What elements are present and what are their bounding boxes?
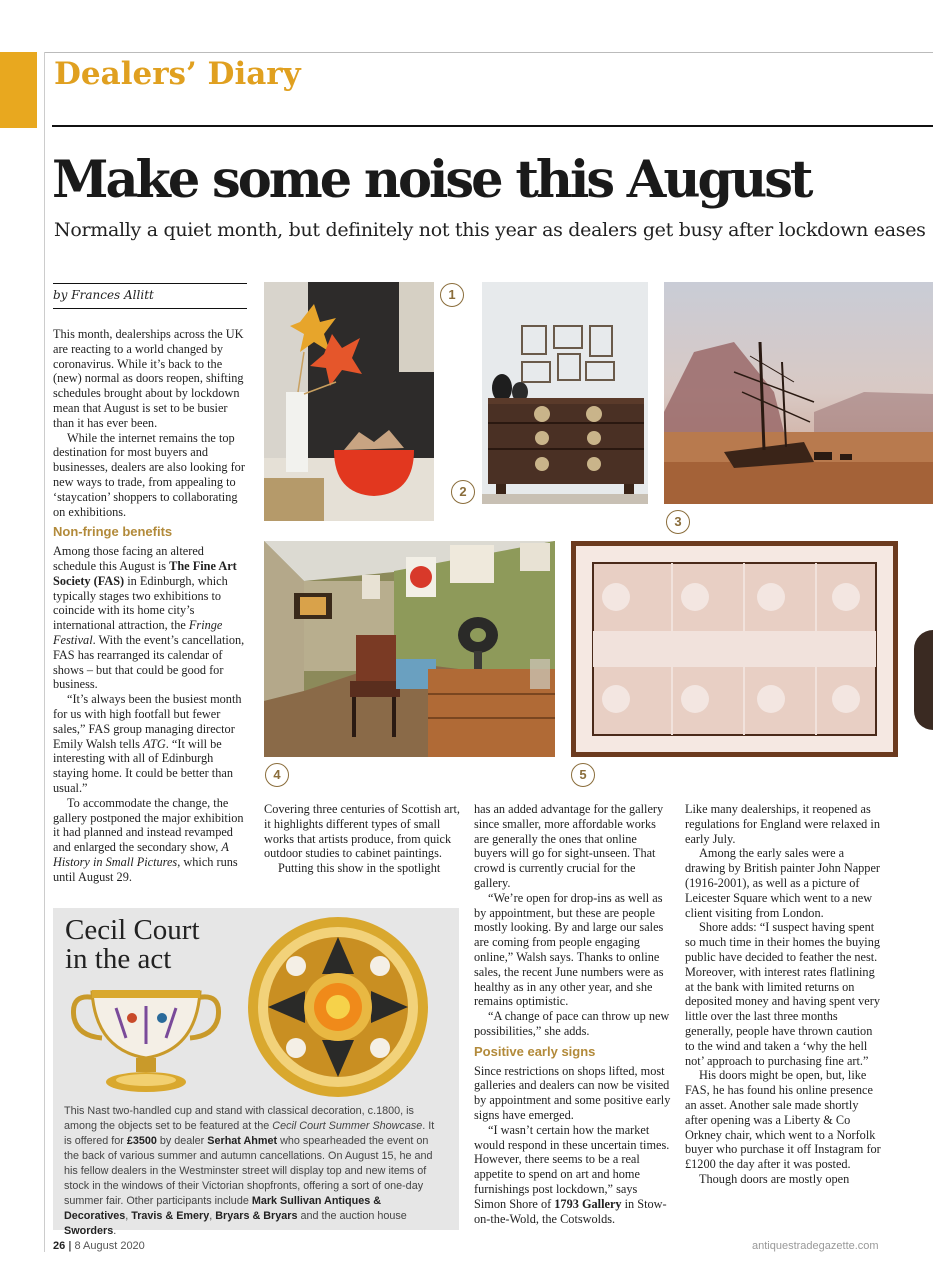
image-number-3: 3 xyxy=(666,510,690,534)
header-rule xyxy=(52,125,933,127)
image-5-framed-textile xyxy=(571,541,898,757)
paragraph: Putting this show in the spotlight xyxy=(278,861,441,876)
paragraph: While the internet remains the top destination for most buyers and businesses, dealers are also looking for new ways to trade, from appealing to ‘staycation’ shoppers to collaborating on exhibitions. xyxy=(53,430,245,519)
panel-title: Cecil Court in the act xyxy=(65,914,200,975)
byline: by Frances Allitt xyxy=(53,283,247,309)
standfirst: Normally a quiet month, but definitely not this year as dealers get busy after lockdown eases xyxy=(54,219,926,241)
image-number-4: 4 xyxy=(265,763,289,787)
paragraph: “I wasn’t certain how the market would respond in these uncertain times. However, there seems to be a real appetite to spend on art and home furnishings post lockdown,” says Simon Shore of 1793 Gallery in Stow-on-the-Wold, the Cotswolds. xyxy=(474,1122,670,1226)
paragraph: Covering three centuries of Scottish art, it highlights different types of small works that artists produce, from quick outdoor studies to cabinet paintings. xyxy=(264,802,461,861)
subheading: Non-fringe benefits xyxy=(53,524,173,540)
image-2-chest-interior xyxy=(482,282,648,504)
image-number-5: 5 xyxy=(571,763,595,787)
headline: Make some noise this August xyxy=(52,150,811,210)
paragraph: has an added advantage for the gallery since smaller, more affordable works are generally the ones that online buyers will go for sight-unseen. That crowd is currently crucial for the gallery. xyxy=(474,802,664,890)
edge-pot-fragment xyxy=(914,630,933,730)
subheading: Positive early signs xyxy=(474,1043,596,1059)
paragraph: “We’re open for drop-ins as well as by appointment, but these are people mostly looking. By and large our sales are coming from people engaging online,” Walsh says. Thanks to online sales, the recent June numbers were as healthy as in any other year, and she remains optimistic. xyxy=(474,890,664,1009)
top-rule xyxy=(44,52,933,53)
paragraph: Like many dealerships, it reopened as regulations for England were relaxed in early July. xyxy=(685,802,880,846)
page-footer-left xyxy=(53,1240,145,1252)
plate-image xyxy=(244,914,432,1100)
paragraph: His doors might be open, but, like FAS, he has found his online presence an asset. Another sale made shortly after opening was a Liberty & Co Orkney chair, which went to a Norfolk buyer who purchase it off Instagram for £1200 the day after it was posted. xyxy=(685,1068,881,1172)
paragraph: Since restrictions on shops lifted, most galleries and dealers can now be visited by appointment and some positive early signs have emerged. xyxy=(474,1063,671,1122)
paragraph: “A change of pace can throw up new possibilities,” she adds. xyxy=(474,1009,670,1038)
paragraph: This month, dealerships across the UK are reacting to a world changed by coronavirus. While it’s back to the (new) normal as doors reopen, shifting schedules brought about by lockdown mean that August is set to be busier than it has ever been. xyxy=(53,327,244,430)
paragraph: To accommodate the change, the gallery postponed the major exhibition it had planned and instead revamped and enlarged the secondary show, A History in Small Pictures, which runs until August 29. xyxy=(53,795,244,884)
panel-caption: This Nast two-handled cup and stand with classical decoration, c.1800, is among the objects set to be featured at the Cecil Court Summer Showcase. It is offered for £3500 by dealer Serhat Ahmet who spearheaded the event on the back of various summer and autumn cancellations. On August 15, he and his fellow dealers in the Westminster street will display top and new items of stock in the windows of their Victorian shopfronts, offering a sort of one-day summer fair. Other participants include Mark Sullivan Antiques & Decoratives, Travis & Emery, Bryars & Bryars and the auction house Sworders. xyxy=(64,1105,435,1237)
paragraph: Shore adds: “I suspect having spent so much time in their homes the buying public have decided to feather the nest. Moreover, with interest rates flatlining at the bank with limited returns on deposited money and having spent very little over the last three months generally, people have thrown caution to the wind and taken a ‘why the hell not’ approach to purchasing fine art.” xyxy=(685,920,881,1068)
image-3-shipwreck-painting xyxy=(664,282,933,504)
image-4-gallery-interior xyxy=(264,541,555,757)
website-url: antiquestradegazette.com xyxy=(752,1240,879,1252)
paragraph: Among the early sales were a drawing by British painter John Napper (1916-2001), as well as a picture of Leicester Square which went to a new client visiting from London. xyxy=(685,846,881,920)
article-column-4 xyxy=(685,802,881,1187)
section-title: Dealers’ Diary xyxy=(54,56,301,92)
margin-rule xyxy=(44,52,45,1252)
page-number: 26 xyxy=(53,1240,66,1252)
image-number-2: 2 xyxy=(451,480,475,504)
article-column-1 xyxy=(53,327,249,884)
cup-image xyxy=(66,978,226,1100)
issue-date: 8 August 2020 xyxy=(74,1240,145,1252)
paragraph: “It’s always been the busiest month for us with high footfall but fewer sales,” FAS group managing director Emily Walsh tells ATG. “It will be interesting with all of Edinburgh staying home. It could be better than usual.” xyxy=(53,692,242,795)
article-column-2 xyxy=(264,802,460,876)
paragraph: Among those facing an altered schedule this August is The Fine Art Society (FAS) in Edinburgh, which typically stages two exhibitions to coincide with its home city’s international attraction, the Fringe Festival. With the event’s cancellation, FAS has rearranged its calendar of shows – but that could be good for business. xyxy=(53,544,245,692)
section-tab xyxy=(0,52,37,128)
footer-separator: | xyxy=(68,1240,72,1252)
image-number-1: 1 xyxy=(440,283,464,307)
image-1-collage-painting xyxy=(264,282,434,521)
paragraph: Though doors are mostly open xyxy=(699,1171,850,1186)
article-column-3 xyxy=(474,802,672,1226)
